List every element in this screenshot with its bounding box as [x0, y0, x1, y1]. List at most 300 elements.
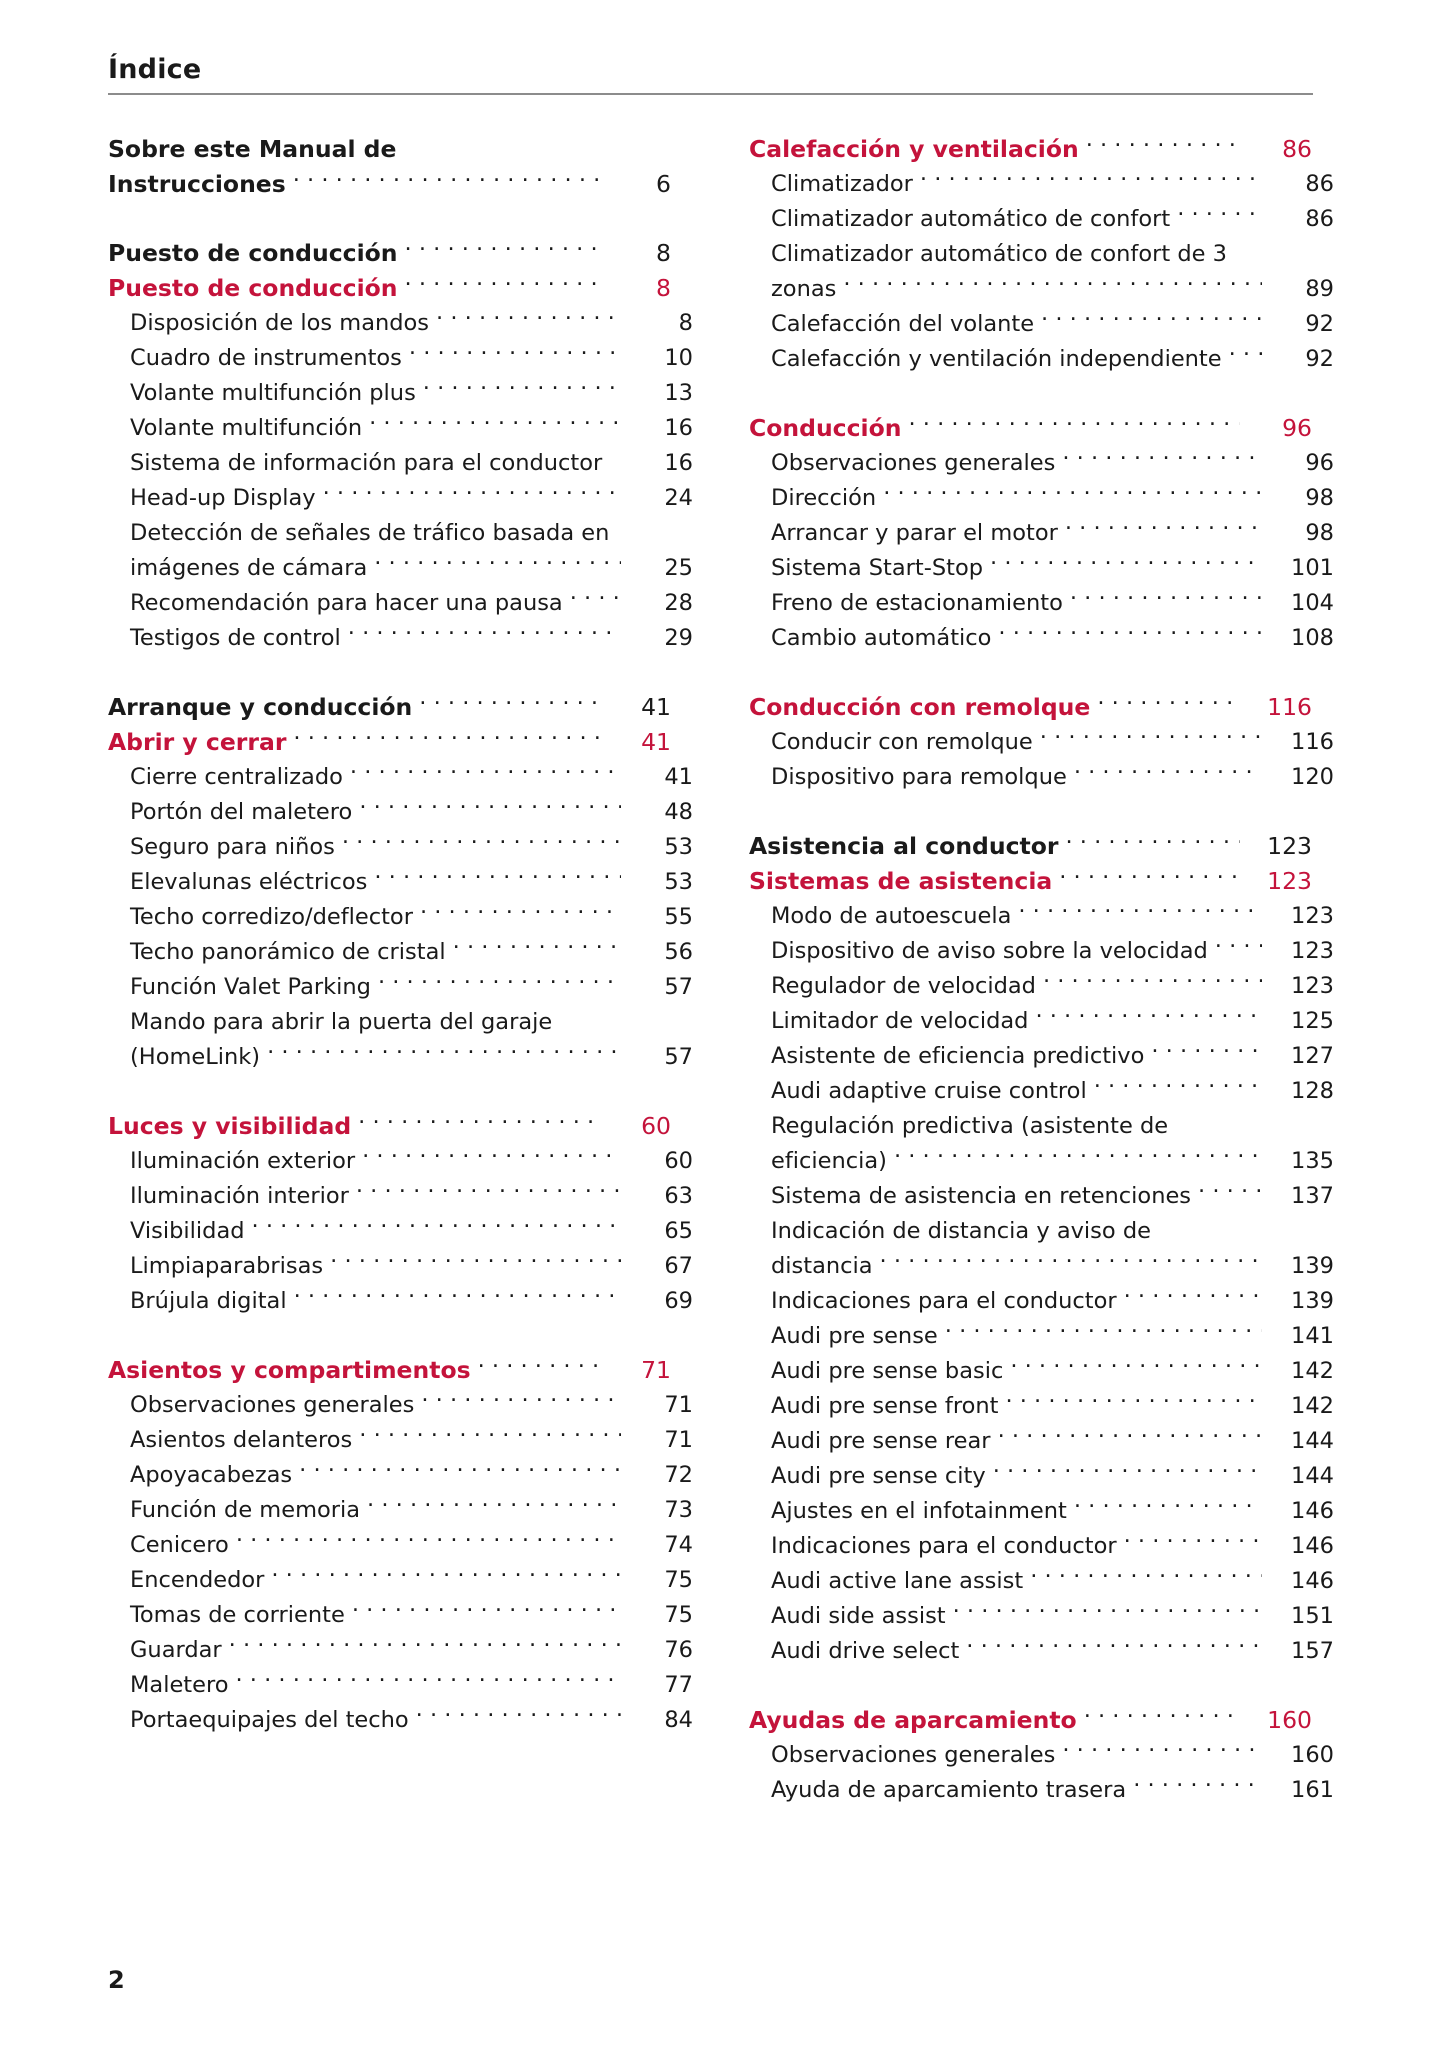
toc-entry-page-number: 123 [1267, 867, 1312, 895]
toc-entry-sub[interactable] [108, 1563, 693, 1598]
page-title: Índice [108, 54, 202, 85]
toc-leader-dots [1065, 518, 1262, 541]
toc-entry-page-number: 146 [1291, 1568, 1334, 1594]
toc-entry-label: Función de memoria [130, 1497, 361, 1523]
toc-leader-dots [1040, 727, 1262, 750]
toc-leader-dots [367, 1495, 621, 1518]
toc-entry-label: Visibilidad [130, 1218, 245, 1244]
toc-entry-label: Indicaciones para el conductor [771, 1288, 1117, 1314]
toc-entry-page-number: 6 [656, 170, 671, 198]
toc-entry-page-number: 75 [664, 1602, 693, 1628]
toc-leader-dots [350, 762, 621, 785]
toc-entry-label: Iluminación interior [130, 1183, 349, 1209]
toc-entry-sub[interactable] [108, 341, 693, 376]
toc-entry-sub[interactable] [108, 306, 693, 341]
toc-entry-sub[interactable] [108, 935, 693, 970]
toc-entry-main[interactable] [108, 236, 671, 271]
toc-leader-dots [362, 1146, 621, 1169]
toc-leader-dots [1062, 1740, 1262, 1763]
toc-entry-main[interactable] [749, 829, 1312, 864]
toc-entry-label: Recomendación para hacer una pausa [130, 590, 563, 616]
toc-entry-page-number: 28 [664, 590, 693, 616]
toc-entry-page-number: 8 [656, 239, 671, 267]
toc-entry-page-number: 53 [664, 834, 693, 860]
toc-entry-sub[interactable] [108, 1388, 693, 1423]
toc-entry-sub[interactable] [108, 481, 693, 516]
toc-entry-sub[interactable] [108, 760, 693, 795]
toc-entry-sub[interactable] [749, 1354, 1334, 1389]
toc-entry-sub[interactable] [749, 307, 1334, 342]
toc-leader-dots [1158, 1216, 1262, 1239]
toc-entry-page-number: 123 [1291, 903, 1334, 929]
toc-entry-page-number: 86 [1305, 171, 1334, 197]
toc-entry-label: Ayudas de aparcamiento [749, 1706, 1077, 1734]
toc-entry-page-number: 128 [1291, 1078, 1334, 1104]
toc-entry-main[interactable] [108, 132, 671, 167]
toc-entry-label: Freno de estacionamiento [771, 590, 1063, 616]
toc-entry-page-number: 116 [1291, 729, 1334, 755]
toc-column-left [108, 132, 693, 1808]
group-spacer [108, 202, 671, 236]
toc-entry-label: Ajustes en el infotainment [771, 1498, 1067, 1524]
toc-entry-sub[interactable] [749, 202, 1334, 237]
toc-entry-sub[interactable] [749, 1494, 1334, 1529]
toc-entry-sub[interactable] [749, 1284, 1334, 1319]
toc-entry-label: Dirección [771, 485, 877, 511]
toc-entry-sub[interactable] [108, 1040, 693, 1075]
toc-entry-page-number: 157 [1291, 1638, 1334, 1664]
toc-leader-dots [559, 1007, 621, 1030]
toc-entry-page-number: 123 [1267, 832, 1312, 860]
toc-entry-sub[interactable] [749, 1599, 1334, 1634]
toc-entry-page-number: 160 [1291, 1742, 1334, 1768]
toc-leader-dots [419, 692, 599, 716]
toc-entry-label: Limitador de velocidad [771, 1008, 1029, 1034]
toc-entry-sub[interactable] [108, 900, 693, 935]
toc-entry-section[interactable] [749, 690, 1312, 725]
toc-entry-page-number: 96 [1282, 414, 1312, 442]
toc-entry-label: Sistema Start-Stop [771, 555, 984, 581]
toc-entry-label: Observaciones generales [771, 1742, 1056, 1768]
toc-entry-page-number: 67 [664, 1253, 693, 1279]
toc-entry-page-number: 57 [664, 1044, 693, 1070]
toc-leader-dots [421, 1390, 621, 1413]
toc-entry-label: Cierre centralizado [130, 764, 343, 790]
toc-entry-page-number: 139 [1291, 1288, 1334, 1314]
toc-entry-sub[interactable] [108, 1423, 693, 1458]
toc-entry-label: Limpiaparabrisas [130, 1253, 324, 1279]
toc-entry-page-number: 142 [1291, 1393, 1334, 1419]
toc-entry-label: Calefacción y ventilación [749, 135, 1079, 163]
toc-entry-sub[interactable] [749, 167, 1334, 202]
toc-entry-label: Asientos delanteros [130, 1427, 353, 1453]
toc-leader-dots [843, 274, 1262, 297]
toc-entry-sub[interactable] [749, 969, 1334, 1004]
toc-leader-dots [990, 553, 1262, 576]
toc-entry-page-number: 55 [664, 904, 693, 930]
toc-entry-section[interactable] [749, 1703, 1312, 1738]
toc-entry-sub[interactable] [108, 1284, 693, 1319]
toc-entry-sub[interactable] [749, 1529, 1334, 1564]
toc-entry-section[interactable] [749, 132, 1312, 167]
toc-entry-label: Cuadro de instrumentos [130, 345, 402, 371]
toc-entry-sub[interactable] [749, 1634, 1334, 1669]
toc-entry-label: Audi pre sense city [771, 1463, 986, 1489]
toc-entry-label: Dispositivo de aviso sobre la velocidad [771, 938, 1208, 964]
toc-entry-page-number: 57 [664, 974, 693, 1000]
toc-entry-sub[interactable] [108, 1179, 693, 1214]
toc-entry-sub[interactable] [749, 272, 1334, 307]
toc-leader-dots [405, 273, 599, 297]
toc-entry-label: Audi adaptive cruise control [771, 1078, 1087, 1104]
toc-entry-label: imágenes de cámara [130, 555, 368, 581]
toc-entry-page-number: 41 [641, 693, 671, 721]
toc-entry-page-number: 71 [664, 1392, 693, 1418]
toc-group [749, 1703, 1334, 1808]
group-spacer [749, 1669, 1312, 1703]
toc-entry-page-number: 75 [664, 1567, 693, 1593]
toc-group [749, 690, 1334, 795]
group-spacer [749, 795, 1312, 829]
toc-leader-dots [883, 483, 1262, 506]
toc-entry-label: Ayuda de aparcamiento trasera [771, 1777, 1127, 1803]
toc-entry-label: Conducción [749, 414, 902, 442]
toc-leader-dots [1229, 344, 1262, 367]
toc-leader-dots [299, 1460, 621, 1483]
toc-leader-dots [908, 413, 1240, 437]
toc-entry-page-number: 139 [1291, 1253, 1334, 1279]
toc-entry-label: Encendedor [130, 1567, 265, 1593]
toc-leader-dots [1035, 1006, 1262, 1029]
toc-leader-dots [953, 1601, 1262, 1624]
toc-entry-label: Asientos y compartimentos [108, 1356, 471, 1384]
toc-entry-sub[interactable] [108, 1005, 693, 1040]
toc-leader-dots [423, 378, 621, 401]
toc-entry-section[interactable] [108, 271, 671, 306]
header-divider [108, 93, 1313, 95]
toc-leader-dots [1198, 1181, 1262, 1204]
toc-entry-page-number: 125 [1291, 1008, 1334, 1034]
toc-entry-sub[interactable] [108, 586, 693, 621]
toc-entry-sub[interactable] [749, 1564, 1334, 1599]
toc-entry-sub[interactable] [749, 1459, 1334, 1494]
toc-leader-dots [294, 1286, 621, 1309]
toc-entry-label: Portón del maletero [130, 799, 353, 825]
toc-leader-dots [1234, 239, 1262, 262]
toc-entry-label: Audi active lane assist [771, 1568, 1024, 1594]
toc-entry-sub[interactable] [108, 1458, 693, 1493]
toc-entry-label: Detección de señales de tráfico basada en [130, 520, 610, 546]
footer-page-number: 2 [108, 1966, 125, 1994]
toc-entry-label: Sistema de asistencia en retenciones [771, 1183, 1192, 1209]
toc-entry-section[interactable] [108, 725, 671, 760]
toc-entry-sub[interactable] [749, 1004, 1334, 1039]
toc-entry-page-number: 120 [1291, 764, 1334, 790]
toc-entry-sub[interactable] [749, 1738, 1334, 1773]
toc-entry-sub[interactable] [749, 481, 1334, 516]
toc-entry-main[interactable] [108, 167, 671, 202]
toc-leader-dots [369, 413, 621, 436]
toc-leader-dots [356, 1181, 621, 1204]
toc-entry-sub[interactable] [749, 934, 1334, 969]
toc-leader-dots [409, 343, 621, 366]
toc-entry-label: Guardar [130, 1637, 222, 1663]
toc-entry-page-number: 144 [1291, 1463, 1334, 1489]
toc-entry-page-number: 101 [1291, 555, 1334, 581]
toc-entry-page-number: 29 [664, 625, 693, 651]
toc-leader-dots [374, 867, 621, 890]
toc-entry-sub[interactable] [749, 1039, 1334, 1074]
toc-entry-label: Modo de autoescuela [771, 903, 1012, 929]
toc-entry-page-number: 89 [1305, 276, 1334, 302]
toc-entry-page-number: 8 [656, 274, 671, 302]
toc-leader-dots [1215, 936, 1262, 959]
toc-entry-label: Tomas de corriente [130, 1602, 345, 1628]
toc-entry-sub[interactable] [108, 795, 693, 830]
toc-entry-label: Conducir con remolque [771, 729, 1033, 755]
toc-leader-dots [403, 134, 599, 158]
toc-leader-dots [1062, 448, 1262, 471]
toc-entry-page-number: 16 [664, 415, 693, 441]
toc-entry-sub[interactable] [108, 1214, 693, 1249]
toc-entry-label: Audi pre sense [771, 1323, 938, 1349]
toc-entry-sub[interactable] [749, 446, 1334, 481]
toc-entry-label: Función Valet Parking [130, 974, 371, 1000]
toc-entry-label: Sistemas de asistencia [749, 867, 1053, 895]
toc-entry-sub[interactable] [749, 586, 1334, 621]
toc-entry-sub[interactable] [749, 725, 1334, 760]
toc-entry-sub[interactable] [108, 376, 693, 411]
toc-leader-dots [1066, 831, 1241, 855]
toc-entry-label: Indicaciones para el conductor [771, 1533, 1117, 1559]
toc-entry-label: Maletero [130, 1672, 229, 1698]
toc-entry-label: Audi side assist [771, 1603, 946, 1629]
toc-entry-sub[interactable] [108, 411, 693, 446]
toc-entry-section[interactable] [108, 1109, 671, 1144]
toc-leader-dots [323, 483, 621, 506]
toc-entry-sub[interactable] [108, 1249, 693, 1284]
toc-entry-sub[interactable] [108, 1528, 693, 1563]
toc-entry-main[interactable] [108, 690, 671, 725]
toc-entry-sub[interactable] [108, 1668, 693, 1703]
toc-entry-page-number: 63 [664, 1183, 693, 1209]
toc-entry-page-number: 151 [1291, 1603, 1334, 1629]
toc-entry-label: Regulación predictiva (asistente de [771, 1113, 1169, 1139]
toc-entry-label: Techo panorámico de cristal [130, 939, 446, 965]
page-header [108, 56, 1313, 95]
toc-entry-page-number: 71 [664, 1427, 693, 1453]
toc-entry-label: Climatizador automático de confort de 3 [771, 241, 1227, 267]
toc-entry-page-number: 60 [641, 1112, 671, 1140]
toc-entry-sub[interactable] [749, 342, 1334, 377]
toc-entry-sub[interactable] [749, 1424, 1334, 1459]
toc-entry-label: Elevalunas eléctricos [130, 869, 368, 895]
toc-entry-page-number: 48 [664, 799, 693, 825]
toc-entry-section[interactable] [108, 1353, 671, 1388]
toc-leader-dots [616, 518, 621, 541]
toc-entry-label: Arranque y conducción [108, 693, 413, 721]
toc-entry-label: Instrucciones [108, 170, 286, 198]
toc-entry-label: Dispositivo para remolque [771, 764, 1067, 790]
toc-entry-sub[interactable] [108, 1633, 693, 1668]
toc-entry-label: Calefacción del volante [771, 311, 1035, 337]
toc-entry-label: Audi pre sense basic [771, 1358, 1004, 1384]
toc-entry-label: distancia [771, 1253, 873, 1279]
toc-entry-sub[interactable] [749, 760, 1334, 795]
toc-leader-dots [609, 448, 621, 471]
toc-leader-dots [348, 623, 621, 646]
toc-entry-sub[interactable] [108, 516, 693, 551]
toc-entry-sub[interactable] [108, 1493, 693, 1528]
toc-entry-page-number: 98 [1305, 485, 1334, 511]
toc-entry-sub[interactable] [749, 516, 1334, 551]
toc-entry-sub[interactable] [108, 1703, 693, 1738]
toc-leader-dots [1074, 762, 1262, 785]
toc-entry-page-number: 41 [664, 764, 693, 790]
toc-entry-label: Disposición de los mandos [130, 310, 430, 336]
toc-leader-dots [998, 623, 1262, 646]
toc-entry-label: Testigos de control [130, 625, 341, 651]
toc-entry-sub[interactable] [749, 1773, 1334, 1808]
toc-entry-sub[interactable] [108, 1144, 693, 1179]
toc-entry-sub[interactable] [749, 621, 1334, 656]
group-spacer [749, 377, 1312, 411]
toc-leader-dots [236, 1530, 621, 1553]
toc-leader-dots [1041, 309, 1262, 332]
toc-entry-page-number: 116 [1267, 693, 1312, 721]
group-spacer [749, 656, 1312, 690]
toc-leader-dots [1070, 588, 1262, 611]
toc-group [749, 829, 1334, 1669]
toc-leader-dots [1030, 1566, 1262, 1589]
toc-leader-dots [267, 1042, 621, 1065]
toc-entry-page-number: 69 [664, 1288, 693, 1314]
toc-entry-sub[interactable] [749, 1389, 1334, 1424]
toc-entry-sub[interactable] [749, 1249, 1334, 1284]
toc-leader-dots [998, 1426, 1262, 1449]
toc-entry-page-number: 24 [664, 485, 693, 511]
toc-entry-page-number: 72 [664, 1462, 693, 1488]
toc-entry-page-number: 13 [664, 380, 693, 406]
toc-entry-label: Conducción con remolque [749, 693, 1091, 721]
toc-entry-label: Head-up Display [130, 485, 316, 511]
toc-leader-dots [252, 1216, 621, 1239]
toc-entry-page-number: 137 [1291, 1183, 1334, 1209]
toc-entry-label: Observaciones generales [771, 450, 1056, 476]
toc-entry-section[interactable] [749, 411, 1312, 446]
group-spacer [108, 656, 671, 690]
toc-entry-label: Sistema de información para el conductor [130, 450, 603, 476]
toc-leader-dots [1124, 1286, 1262, 1309]
toc-leader-dots [330, 1251, 621, 1274]
toc-entry-sub[interactable] [749, 1179, 1334, 1214]
toc-entry-label: Cambio automático [771, 625, 992, 651]
toc-leader-dots [374, 553, 621, 576]
toc-leader-dots [453, 937, 621, 960]
toc-entry-page-number: 108 [1291, 625, 1334, 651]
toc-entry-page-number: 98 [1305, 520, 1334, 546]
group-spacer [108, 1319, 671, 1353]
toc-leader-dots [1010, 1356, 1262, 1379]
toc-leader-dots [405, 238, 599, 262]
toc-leader-dots [1097, 692, 1240, 716]
toc-entry-sub[interactable] [749, 1109, 1334, 1144]
toc-leader-dots [1005, 1391, 1262, 1414]
toc-leader-dots [436, 308, 621, 331]
toc-entry-sub[interactable] [108, 551, 693, 586]
toc-leader-dots [229, 1635, 621, 1658]
toc-entry-sub[interactable] [108, 865, 693, 900]
toc-entry-page-number: 53 [664, 869, 693, 895]
toc-leader-dots [1151, 1041, 1262, 1064]
toc-group [108, 132, 671, 202]
toc-entry-page-number: 144 [1291, 1428, 1334, 1454]
toc-entry-label: Sobre este Manual de [108, 135, 397, 163]
toc-entry-sub[interactable] [108, 446, 693, 481]
toc-entry-label: Mando para abrir la puerta del garaje [130, 1009, 553, 1035]
toc-leader-dots [352, 1600, 621, 1623]
toc-entry-page-number: 86 [1305, 206, 1334, 232]
toc-entry-sub[interactable] [749, 1214, 1334, 1249]
toc-entry-page-number: 135 [1291, 1148, 1334, 1174]
toc-entry-sub[interactable] [108, 970, 693, 1005]
toc-leader-dots [420, 902, 621, 925]
toc-entry-label: Cenicero [130, 1532, 229, 1558]
toc-entry-sub[interactable] [749, 551, 1334, 586]
toc-entry-label: Asistencia al conductor [749, 832, 1059, 860]
toc-entry-label: Puesto de conducción [108, 274, 398, 302]
toc-entry-sub[interactable] [749, 237, 1334, 272]
toc-entry-label: Regulador de velocidad [771, 973, 1036, 999]
toc-leader-dots [894, 1146, 1262, 1169]
toc-entry-page-number: 56 [664, 939, 693, 965]
toc-leader-dots [993, 1461, 1262, 1484]
toc-group [108, 1353, 693, 1738]
toc-entry-sub[interactable] [108, 830, 693, 865]
toc-leader-dots [1124, 1531, 1262, 1554]
toc-entry-label: (HomeLink) [130, 1044, 261, 1070]
toc-entry-label: Puesto de conducción [108, 239, 398, 267]
toc-entry-label: Climatizador [771, 171, 913, 197]
toc-group [108, 1109, 693, 1319]
toc-entry-label: Brújula digital [130, 1288, 287, 1314]
toc-entry-sub[interactable] [108, 621, 693, 656]
toc-entry-page-number: 16 [664, 450, 693, 476]
toc-leader-dots [1094, 1076, 1262, 1099]
toc-entry-sub[interactable] [749, 1319, 1334, 1354]
toc-entry-label: Volante multifunción plus [130, 380, 416, 406]
toc-leader-dots [1084, 1705, 1240, 1729]
toc-entry-page-number: 123 [1291, 938, 1334, 964]
toc-entry-sub[interactable] [749, 1074, 1334, 1109]
toc-entry-page-number: 161 [1291, 1777, 1334, 1803]
toc-entry-label: Iluminación exterior [130, 1148, 356, 1174]
toc-leader-dots [1018, 901, 1262, 924]
toc-entry-sub[interactable] [749, 1144, 1334, 1179]
toc-group [108, 236, 693, 656]
toc-leader-dots [293, 169, 599, 193]
toc-entry-page-number: 74 [664, 1532, 693, 1558]
toc-entry-label: Luces y visibilidad [108, 1112, 352, 1140]
toc-entry-label: Asistente de eficiencia predictivo [771, 1043, 1145, 1069]
toc-entry-page-number: 71 [641, 1356, 671, 1384]
toc-entry-page-number: 60 [664, 1148, 693, 1174]
toc-entry-sub[interactable] [108, 1598, 693, 1633]
toc-entry-sub[interactable] [749, 899, 1334, 934]
toc-columns [108, 132, 1334, 1808]
toc-entry-page-number: 84 [664, 1707, 693, 1733]
toc-entry-section[interactable] [749, 864, 1312, 899]
